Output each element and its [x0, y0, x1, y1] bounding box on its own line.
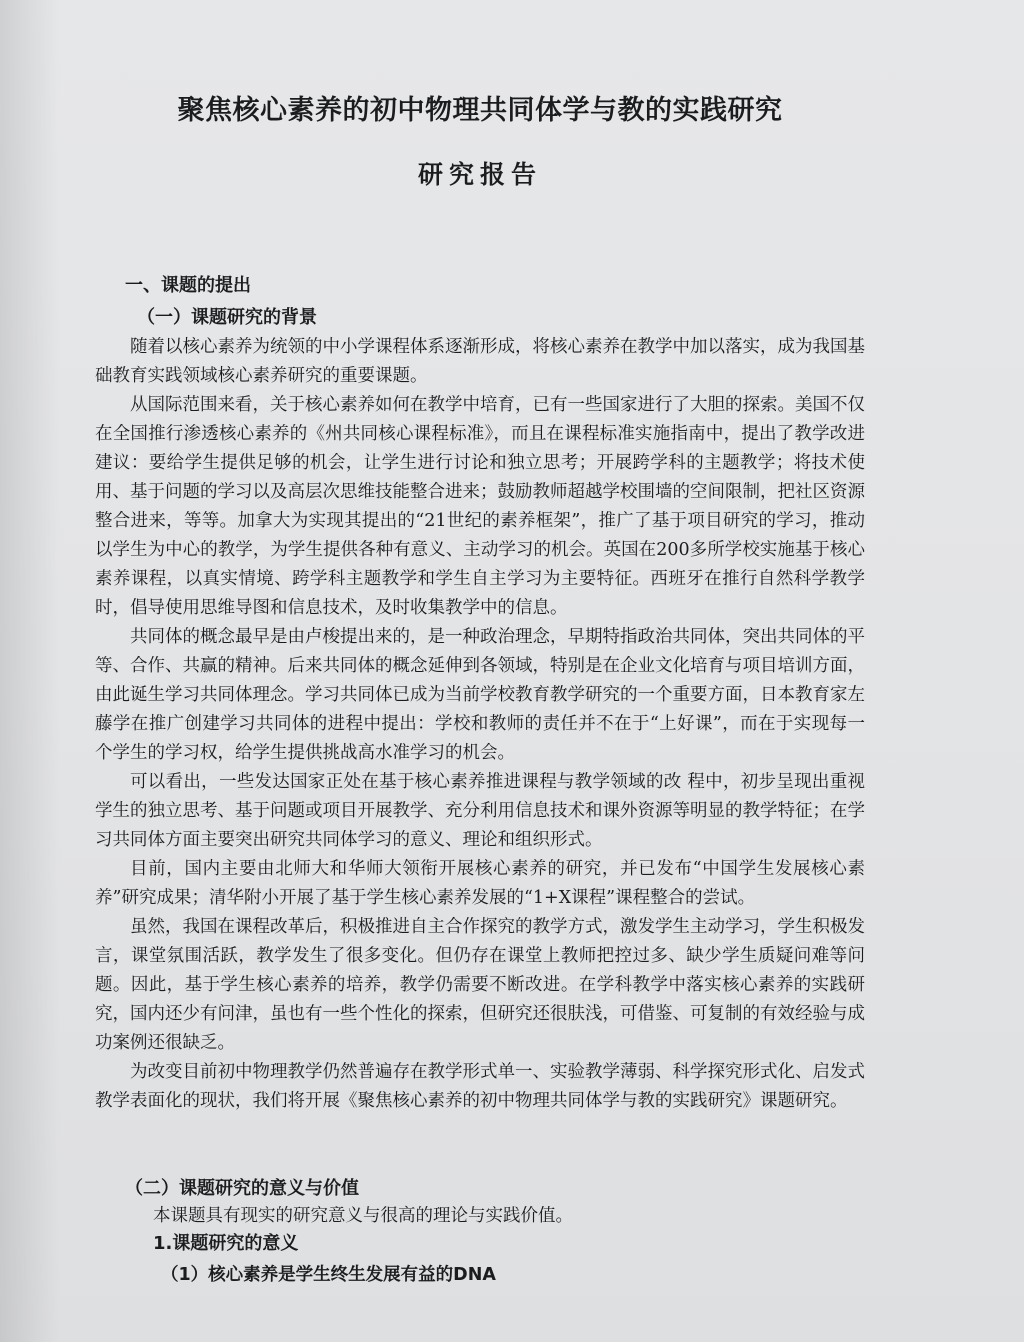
document-title: 聚焦核心素养的初中物理共同体学与教的实践研究: [177, 95, 783, 126]
significance-intro: 本课题具有现实的研究意义与很高的理论与实践价值。: [153, 1206, 573, 1226]
paragraph-4: 可以看出，一些发达国家正处在基于核心素养推进课程与教学领域的改 程中，初步呈现出重视学生的独立思考、基于问题或项目开展教学、充分利用信息技术和课外资源等明显的教学特征；在学习共同体方面主要突出研究共同体学习的意义、理论和组织形式。: [95, 772, 865, 850]
document-subtitle: 研究报告: [417, 160, 542, 189]
subsection-heading-background: （一）课题研究的背景: [137, 307, 317, 328]
paragraph-7: 为改变目前初中物理教学仍然普遍存在教学形式单一、实验教学薄弱、科学探究形式化、启发式教学表面化的现状，我们将开展《聚焦核心素养的初中物理共同体学与教的实践研究》课题研究。: [95, 1062, 865, 1111]
paragraph-5: 目前，国内主要由北师大和华师大领衔开展核心素养的研究，并已发布“中国学生发展核心素养”研究成果；清华附小开展了基于学生核心素养发展的“1+X课程”课程整合的尝试。: [95, 859, 865, 908]
document-body: [95, 88, 865, 1290]
paragraph-2: 从国际范围来看，关于核心素养如何在教学中培育，已有一些国家进行了大胆的探索。美国不仅在全国推行渗透核心素养的《州共同核心课程标准》，而且在课程标准实施指南中，提出了教学改进建议：要给学生提供足够的机会，让学生进行讨论和独立思考；开展跨学科的主题教学；将技术使用、基于问题的学习以及高层次思维技能整合进来；鼓励教师超越学校围墙的空间限制，把社区资源整合进来，等等。加拿大为实现其提出的“21世纪的素养框架”，推广了基于项目研究的学习，推动以学生为中心的教学，为学生提供各种有意义、主动学习的机会。英国在200多所学校实施基于核心素养课程，以真实情境、跨学科主题教学和学生自主学习为主要特征。西班牙在推行自然科学教学时，倡导使用思维导图和信息技术，及时收集教学中的信息。: [95, 395, 865, 618]
paragraph-1: 随着以核心素养为统领的中小学课程体系逐渐形成，将核心素养在教学中加以落实，成为我国基础教育实践领域核心素养研究的重要课题。: [95, 337, 865, 386]
paragraph-6: 虽然，我国在课程改革后，积极推进自主合作探究的教学方式，激发学生主动学习，学生积极发言，课堂氛围活跃，教学发生了很多变化。但仍存在课堂上教师把控过多、缺少学生质疑问难等问题。因此，基于学生核心素养的培养，教学仍需要不断改进。在学科教学中落实核心素养的实践研究，国内还少有问津，虽也有一些个性化的探索，但研究还很肤浅，可借鉴、可复制的有效经验与成功案例还很缺乏。: [95, 917, 865, 1053]
section-gap: [95, 1116, 865, 1174]
subsection-heading-significance: （二）课题研究的意义与价值: [125, 1178, 359, 1199]
section-heading-1: 一、课题的提出: [125, 275, 251, 296]
paragraph-3: 共同体的概念最早是由卢梭提出来的，是一种政治理念，早期特指政治共同体，突出共同体的平等、合作、共赢的精神。后来共同体的概念延伸到各领域，特别是在企业文化培育与项目培训方面，由此诞生学习共同体理念。学习共同体已成为当前学校教育教学研究的一个重要方面，日本教育家左藤学在推广创建学习共同体的进程中提出：学校和教师的责任并不在于“上好课”，而在于实现每一个学生的学习权，给学生提供挑战高水准学习的机会。: [95, 627, 865, 763]
point-item-1: （1）核心素养是学生终生发展有益的DNA: [161, 1265, 496, 1285]
point-heading-significance: 1.课题研究的意义: [153, 1233, 299, 1254]
page-edge-shadow: [0, 0, 60, 1342]
